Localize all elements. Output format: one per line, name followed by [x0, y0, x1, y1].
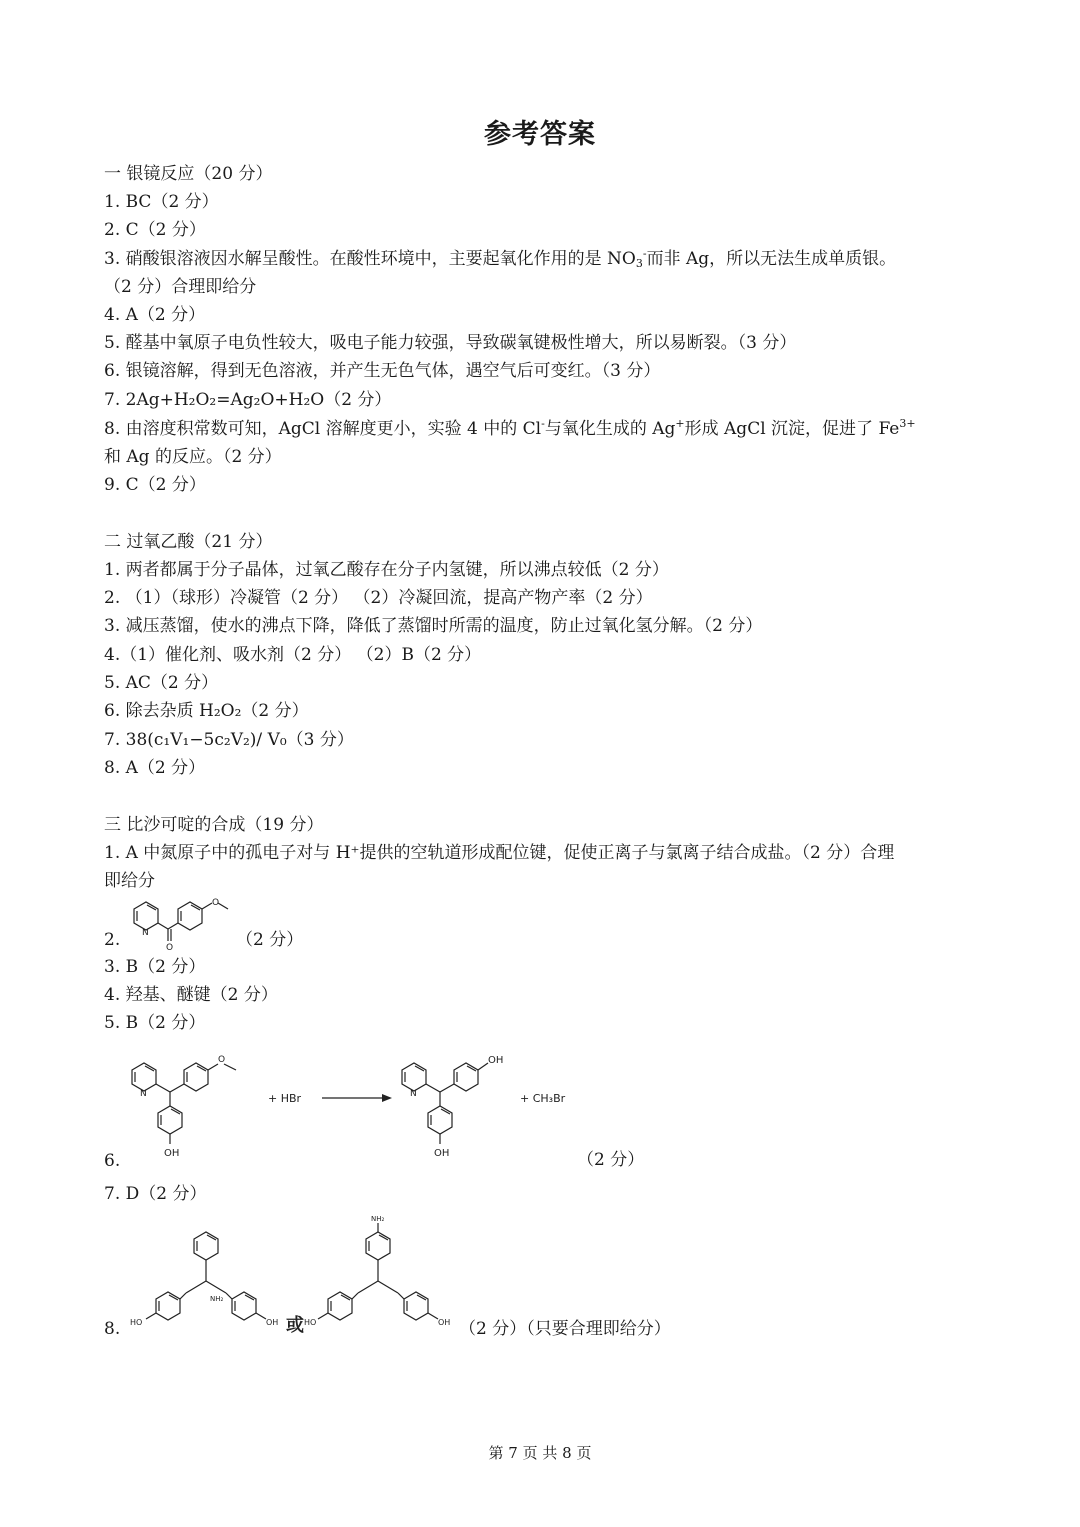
answer-1-8 [104, 418, 916, 440]
answer-3-6-score: （2 分） [577, 1150, 645, 1170]
answer-1-8-sup3: 3+ [899, 417, 916, 430]
ch3br-label: + CH₃Br [520, 1092, 566, 1105]
answer-1-7: 7. 2Ag+H₂O₂=Ag₂O+H₂O（2 分） [104, 390, 392, 410]
answer-1-3-sub: 3 [635, 257, 643, 270]
answer-1-4: 4. A（2 分） [104, 305, 206, 325]
ketone-o-label: O [166, 943, 174, 951]
product-oh-label: OH [434, 1148, 450, 1159]
answer-3-3: 3. B（2 分） [104, 957, 206, 977]
section2-heading: 二 过氧乙酸（21 分） [104, 532, 273, 552]
reactant-o-label: O [218, 1055, 226, 1065]
answer-1-8-sup2: + [675, 417, 685, 430]
answer-2-4: 4.（1）催化剂、吸水剂（2 分） （2）B（2 分） [104, 645, 482, 665]
or-connector: 或 [286, 1315, 304, 1336]
answer-2-1: 1. 两者都属于分子晶体，过氧乙酸存在分子内氢键，所以沸点较低（2 分） [104, 560, 669, 580]
ketone-n-label: N [142, 928, 149, 938]
ketone-structure [126, 895, 236, 951]
answer-1-3-cont: （2 分）合理即给分 [104, 277, 257, 297]
struct-a-nh2-label: NH₂ [210, 1295, 224, 1303]
answer-3-2-number: 2. [104, 930, 121, 950]
struct-b-oh-label: OH [438, 1318, 451, 1327]
product-oh-top-label: OH [488, 1055, 504, 1066]
answer-1-9: 9. C（2 分） [104, 475, 206, 495]
answer-1-8-sup1: - [541, 417, 545, 430]
answer-3-8-score: （2 分）（只要合理即给分） [459, 1319, 671, 1339]
q8-structures [128, 1213, 458, 1348]
answer-2-2: 2. （1）（球形）冷凝管（2 分） （2）冷凝回流，提高产物产率（2 分） [104, 588, 653, 608]
struct-b-nh2-label: NH₂ [371, 1215, 385, 1223]
section3-heading: 三 比沙可啶的合成（19 分） [104, 815, 324, 835]
reaction-scheme [126, 1048, 596, 1166]
answer-3-2-score: （2 分） [236, 930, 304, 950]
section1-heading: 一 银镜反应（20 分） [104, 164, 273, 184]
answer-1-3-pre: 3. 硝酸银溶液因水解呈酸性。在酸性环境中，主要起氧化作用的是 NO [104, 249, 636, 269]
answer-3-1-cont: 即给分 [104, 871, 155, 891]
page-title: 参考答案 [484, 119, 596, 150]
answer-1-3-sup: - [642, 247, 647, 260]
answer-1-3 [104, 248, 896, 270]
answer-1-8-mid2: 形成 AgCl 沉淀，促进了 Fe [684, 419, 900, 439]
answer-2-7: 7. 38(c₁V₁−5c₂V₂)/ V₀（3 分） [104, 730, 354, 750]
answer-1-8-pre: 8. 由溶度积常数可知，AgCl 溶解度更小，实验 4 中的 Cl [104, 419, 542, 439]
answer-1-6: 6. 银镜溶解，得到无色溶液，并产生无色气体，遇空气后可变红。（3 分） [104, 361, 661, 381]
reactant-oh-label: OH [164, 1148, 180, 1159]
answer-2-8: 8. A（2 分） [104, 758, 206, 778]
answer-1-3-post: 而非 Ag，所以无法生成单质银。 [646, 249, 897, 269]
answer-1-1: 1. BC（2 分） [104, 192, 219, 212]
struct-a-ho-label: HO [130, 1318, 143, 1327]
answer-3-8-number: 8. [104, 1319, 121, 1339]
hbr-label: + HBr [268, 1092, 302, 1105]
answer-1-5: 5. 醛基中氧原子电负性较大，吸电子能力较强，导致碳氧键极性增大，所以易断裂。（3 分） [104, 333, 797, 353]
ketone-ether-o-label: O [212, 898, 220, 908]
answer-2-5: 5. AC（2 分） [104, 673, 219, 693]
answer-1-2: 2. C（2 分） [104, 220, 206, 240]
product-n-label: N [410, 1089, 417, 1099]
struct-a-oh-label: OH [266, 1318, 279, 1327]
answer-2-3: 3. 减压蒸馏，使水的沸点下降，降低了蒸馏时所需的温度，防止过氧化氢分解。（2 分） [104, 616, 763, 636]
struct-b-ho-label: HO [304, 1318, 317, 1327]
answer-3-6-number: 6. [104, 1151, 121, 1171]
answer-3-7: 7. D（2 分） [104, 1184, 207, 1204]
reactant-n-label: N [140, 1089, 147, 1099]
answer-3-1: 1. A 中氮原子中的孤电子对与 H⁺提供的空轨道形成配位键，促使正离子与氯离子结合成盐。（2 分）合理 [104, 843, 895, 863]
answer-1-8-mid1: 与氧化生成的 Ag [544, 419, 676, 439]
page-footer: 第 7 页 共 8 页 [488, 1444, 592, 1462]
answer-3-4: 4. 羟基、醚键（2 分） [104, 985, 278, 1005]
answer-3-5: 5. B（2 分） [104, 1013, 206, 1033]
answer-2-6: 6. 除去杂质 H₂O₂（2 分） [104, 701, 309, 721]
answer-1-8-cont: 和 Ag 的反应。（2 分） [104, 447, 282, 467]
